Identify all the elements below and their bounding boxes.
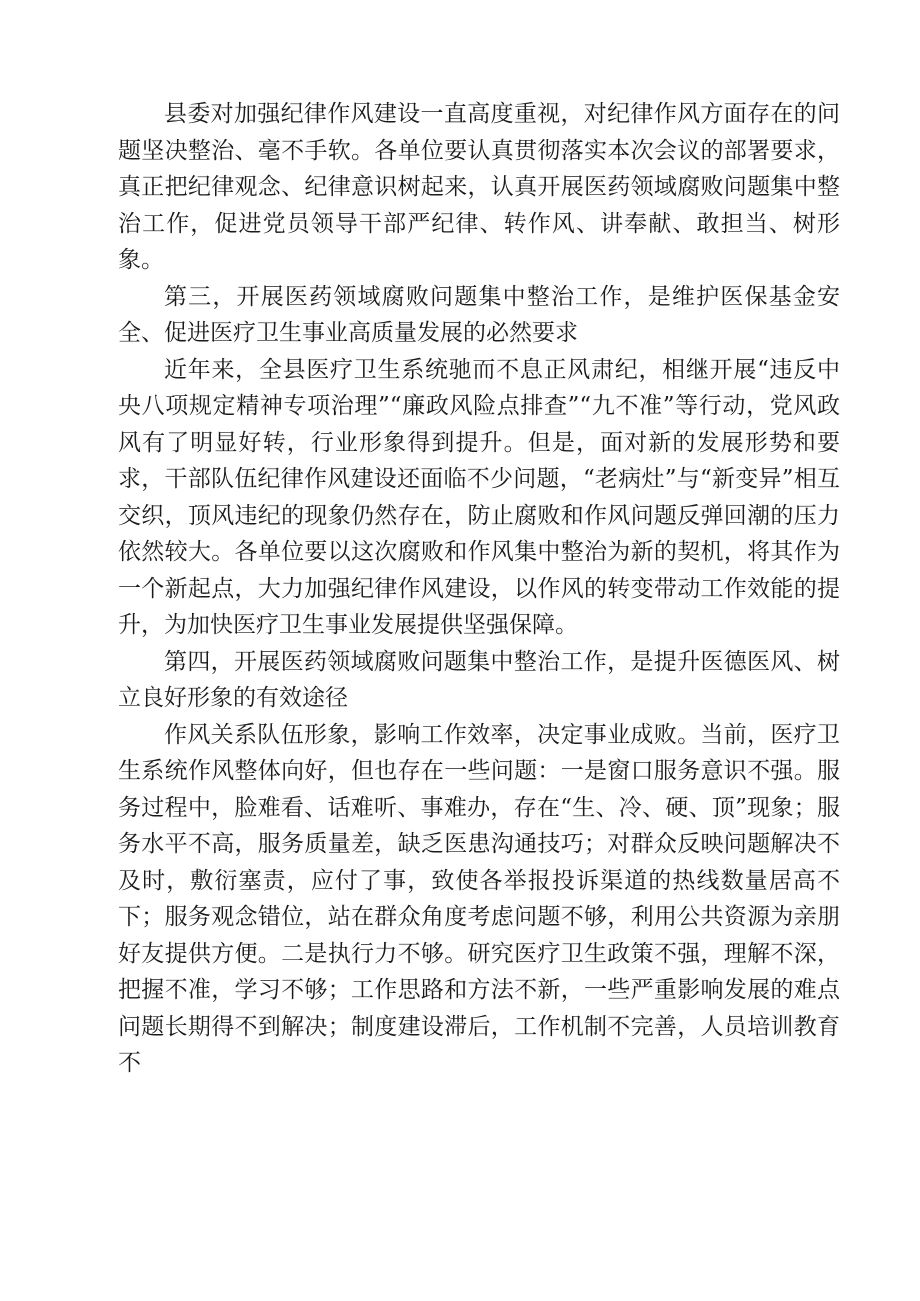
paragraph-fourth-point-heading: 第四，开展医药领域腐败问题集中整治工作，是提升医德医风、树立良好形象的有效途径 — [118, 648, 840, 711]
paragraph-third-point-heading: 第三，开展医药领域腐败问题集中整治工作，是维护医保基金安全、促进医疗卫生事业高质量发展的必然要求 — [118, 283, 840, 346]
paragraph-discipline-emphasis: 县委对加强纪律作风建设一直高度重视，对纪律作风方面存在的问题坚决整治、毫不手软。各单位要认真贯彻落实本次会议的部署要求，真正把纪律观念、纪律意识树起来，认真开展医药领域腐败问题集中整治工作，促进党员领导干部严纪律、转作风、讲奉献、敢担当、树形象。 — [118, 101, 840, 273]
document-page — [118, 96, 840, 1082]
paragraph-recent-years: 近年来，全县医疗卫生系统驰而不息正风肃纪，相继开展“违反中央八项规定精神专项治理”“廉政风险点排查”“九不准”等行动，党风政风有了明显好转，行业形象得到提升。但是，面对新的发展形势和要求，干部队伍纪律作风建设还面临不少问题，“老病灶”与“新变异”相互交织，顶风违纪的现象仍然存在，防止腐败和作风问题反弹回潮的压力依然较大。各单位要以这次腐败和作风集中整治为新的契机，将其作为一个新起点，大力加强纪律作风建设，以作风的转变带动工作效能的提升，为加快医疗卫生事业发展提供坚强保障。 — [118, 356, 840, 638]
paragraph-work-style: 作风关系队伍形象，影响工作效率，决定事业成败。当前，医疗卫生系统作风整体向好，但也存在一些问题：一是窗口服务意识不强。服务过程中，脸难看、话难听、事难办，存在“生、冷、硬、顶”现象；服务水平不高，服务质量差，缺乏医患沟通技巧；对群众反映问题解决不及时，敷衍塞责，应付了事，致使各举报投诉渠道的热线数量居高不下；服务观念错位，站在群众角度考虑问题不够，利用公共资源为亲朋好友提供方便。二是执行力不够。研究医疗卫生政策不强，理解不深，把握不准，学习不够；工作思路和方法不新，一些严重影响发展的难点问题长期得不到解决；制度建设滞后，工作机制不完善，人员培训教育不 — [118, 721, 840, 1076]
